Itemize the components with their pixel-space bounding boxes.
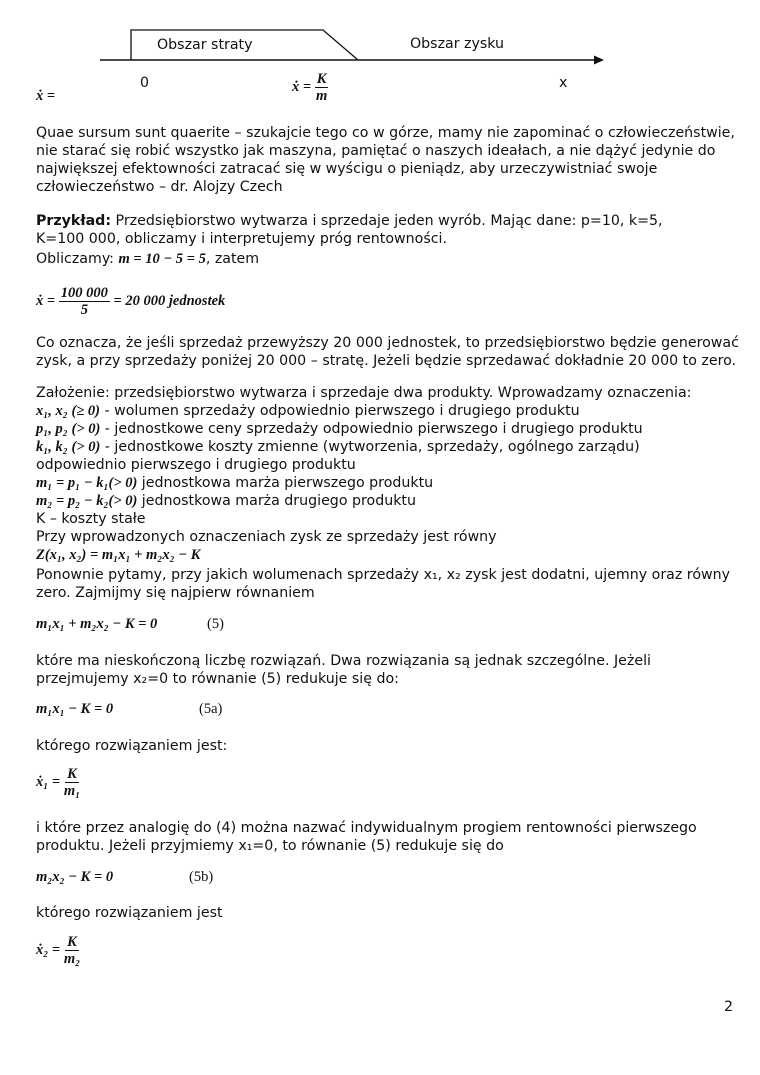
quote-paragraph: Quae sursum sunt quaerite – szukajcie tego co w górze, mamy nie zapominać o człowieczeństwie, nie starać się robić wszystko jak maszyna, pamiętać o naszych ideałach, a nie dążyć jedynie do największej efektowności zatracać się w wyścigu o pieniądz, aby urzeczywistniać swoje człowieczeństwo – dr. Alojzy Czech: [36, 125, 735, 195]
equation-5a: m₁x₁ − K = 0: [36, 701, 114, 717]
page-number: 2: [724, 999, 734, 1015]
solution1-intro: którego rozwiązaniem jest:: [36, 738, 228, 754]
diagram-lines: [0, 0, 760, 110]
axis-x-label: x: [559, 75, 568, 91]
solution2-intro: którego rozwiązaniem jest: [36, 905, 223, 921]
equation-5a-tag: (5a): [199, 701, 223, 717]
equation-5: m₁x₁ + m₂x₂ − K = 0: [36, 616, 158, 632]
example-paragraph: Przykład: Przedsiębiorstwo wytwarza i sprzedaje jeden wyrób. Mając dane: p=10, k=5, K=100 000, obliczamy i interpretujemy próg rentowności. Obliczamy: m = 10 − 5 = 5, zatem: [36, 213, 663, 267]
profit-region-label: Obszar zysku: [410, 36, 505, 52]
interpretation-paragraph: Co oznacza, że jeśli sprzedaż przewyższy 20 000 jednostek, to przedsiębiorstwo będzie generować zysk, a przy sprzedaży poniżej 20 000 – stratę. Jeżeli będzie sprzedawać dokładnie 20 000 to zero.: [36, 335, 739, 369]
solution2-formula: ẋ₂ = $\frac{K}{\text{m₂}}$: [36, 934, 81, 967]
break-even-fraction: ẋ = $\frac{K}{m}$: [292, 71, 328, 104]
equation-5b-tag: (5b): [189, 869, 214, 885]
x-axis-arrow-icon: [594, 56, 604, 65]
equation-5-tag: (5): [207, 616, 224, 632]
xhat-label: ẋ =: [36, 88, 56, 104]
axis-zero-label: 0: [140, 75, 150, 91]
equation-5b: m₂x₂ − K = 0: [36, 869, 114, 885]
loss-region-label: Obszar straty: [157, 37, 253, 53]
assumption-block: Założenie: przedsiębiorstwo wytwarza i sprzedaje dwa produkty. Wprowadzamy oznaczenia: x₁, x₂ (≥ 0) - wolumen sprzedaży odpowiednio pierwszego i drugiego produktu p₁, p₂ (> 0) - jednostkowe ceny sprzedaży odpowiednio pierwszego i drugiego produktu k₁, k₂ (> 0) - jednostkowe koszty zmienne (wytworzenia, sprzedaży, ogólnego zarządu) odpowiednio pierwszego i drugiego produktu m₁ = p₁ − k₁(> 0) jednostkowa marża pierwszego produktu m₂ = p₂ − k₂(> 0) jednostkowa marża drugiego produktu K – koszty stałe Przy wprowadzonych oznaczeniach zysk ze sprzedaży jest równy Z(x₁, x₂) = m₁x₁ + m₂x₂ − K: [36, 385, 692, 563]
individual-threshold-paragraph: i które przez analogię do (4) można nazwać indywidualnym progiem rentowności pierwszego produktu. Jeżeli przyjmiemy x₁=0, to równanie (5) redukuje się do: [36, 820, 697, 854]
solution1-formula: ẋ₁ = $\frac{K}{\text{m₁}}$: [36, 766, 81, 799]
example-result-formula: ẋ = $\frac{100 000}{5}$ = 20 000 jednostek: [36, 285, 226, 318]
question-paragraph: Ponownie pytamy, przy jakich wolumenach sprzedaży x₁, x₂ zysk jest dodatni, ujemny oraz równy zero. Zajmijmy się najpierw równaniem: [36, 567, 731, 601]
solutions-paragraph: które ma nieskończoną liczbę rozwiązań. Dwa rozwiązania są jednak szczególne. Jeżeli przejmujemy x₂=0 to równanie (5) redukuje się do:: [36, 653, 651, 687]
